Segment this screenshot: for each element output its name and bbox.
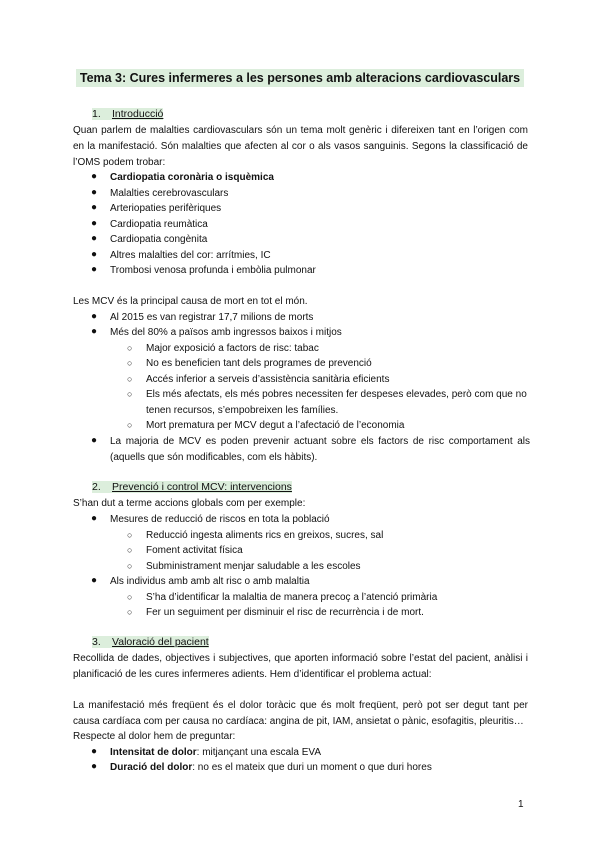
list-item: ● Al 2015 es van registrar 17,7 milions de morts	[91, 311, 314, 323]
list-item: ● Trombosi venosa profunda i embòlia pulmonar	[91, 264, 316, 276]
prevention-paragraph: S’han dut a terme accions globals com per exemple:	[73, 498, 306, 509]
section-heading-intro	[92, 108, 163, 120]
sub-list-item: ○ Fer un seguiment per disminuir el risc de recurrència i de mort.	[127, 607, 424, 618]
sub-list-item: ○ S’ha d’identificar la malaltia de manera precoç a l’atenció primària	[127, 592, 438, 603]
page-title-text: Tema 3: Cures infermeres a les persones amb alteracions cardiovasculars	[76, 69, 524, 87]
list-item: ● Mesures de reducció de riscos en tota la població	[91, 513, 330, 525]
sub-list-item: ○ Mort prematura per MCV degut a l’afectació de l’economia	[127, 420, 405, 431]
list-item: ● Altres malalties del cor: arrítmies, IC	[91, 249, 271, 261]
sub-list-item: ○ Subministrament menjar saludable a les escoles	[127, 561, 361, 572]
list-item: ● Arteriopaties perifèriques	[91, 202, 222, 214]
section-number: 3.	[92, 636, 101, 648]
section-label: Valoració del pacient	[112, 636, 209, 648]
sub-list-item: ○ No es beneficien tant dels programes de prevenció	[127, 358, 372, 369]
page-title	[0, 71, 600, 85]
list-item: ● La majoria de MCV es poden prevenir actuant sobre els factors de risc comportament als (aquells que són modificables, com els hàbits).	[91, 435, 530, 463]
sub-list-item: ○ Foment activitat física	[127, 545, 243, 556]
pain-questions-intro: Respecte al dolor hem de preguntar:	[73, 731, 236, 742]
sub-list-item: ○ Els més afectats, els més pobres necessiten fer despeses elevades, però com que no tenen recursos, s’empobreixen les famílies.	[127, 389, 527, 416]
list-item: ● Cardiopatia congènita	[91, 233, 208, 245]
mcv-paragraph: Les MCV és la principal causa de mort en tot el món.	[73, 296, 308, 307]
section-heading-prevention	[92, 481, 292, 493]
list-item: ● Cardiopatia coronària o isquèmica	[91, 171, 274, 183]
sub-list-item: ○ Reducció ingesta aliments rics en greixos, sucres, sal	[127, 530, 384, 541]
list-item: ● Duració del dolor: no es el mateix que duri un moment o que duri hores	[91, 761, 432, 773]
section-number: 1.	[92, 108, 101, 120]
assessment-paragraph: Recollida de dades, objectives i subjectives, que aporten informació sobre l’estat del pacient, anàlisi i planificació de les cures infermeres adients. Hem d’identificar el problema actual:	[73, 653, 528, 680]
pain-paragraph: La manifestació més freqüent és el dolor toràcic que és molt freqüent, però pot ser degut tant per causa cardíaca com per causa no cardíaca: angina de pit, IAM, ansietat o pànic, esofagitis, pleuritis…	[73, 700, 528, 727]
sub-list-item: ○ Accés inferior a serveis d’assistència sanitària eficients	[127, 374, 390, 385]
section-number: 2.	[92, 481, 101, 493]
section-label: Prevenció i control MCV: intervencions	[112, 481, 292, 493]
list-item: ● Més del 80% a països amb ingressos baixos i mitjos	[91, 326, 342, 338]
section-heading-assessment	[92, 636, 209, 648]
list-item: ● Malalties cerebrovasculars	[91, 187, 229, 199]
list-item: ● Cardiopatia reumàtica	[91, 218, 208, 230]
list-item: ● Als individus amb amb alt risc o amb malaltia	[91, 575, 310, 587]
page-number: 1	[518, 799, 524, 810]
sub-list-item: ○ Major exposició a factors de risc: tabac	[127, 343, 319, 354]
intro-paragraph: Quan parlem de malalties cardiovasculars són un tema molt genèric i difereixen tant en l’origen com en la manifestació. Són malalties que afecten al cor o als vasos sanguinis. Segons la classificació de l’OMS podem trobar:	[73, 125, 528, 168]
list-item: ● Intensitat de dolor: mitjançant una escala EVA	[91, 746, 321, 758]
section-label: Introducció	[112, 108, 164, 120]
